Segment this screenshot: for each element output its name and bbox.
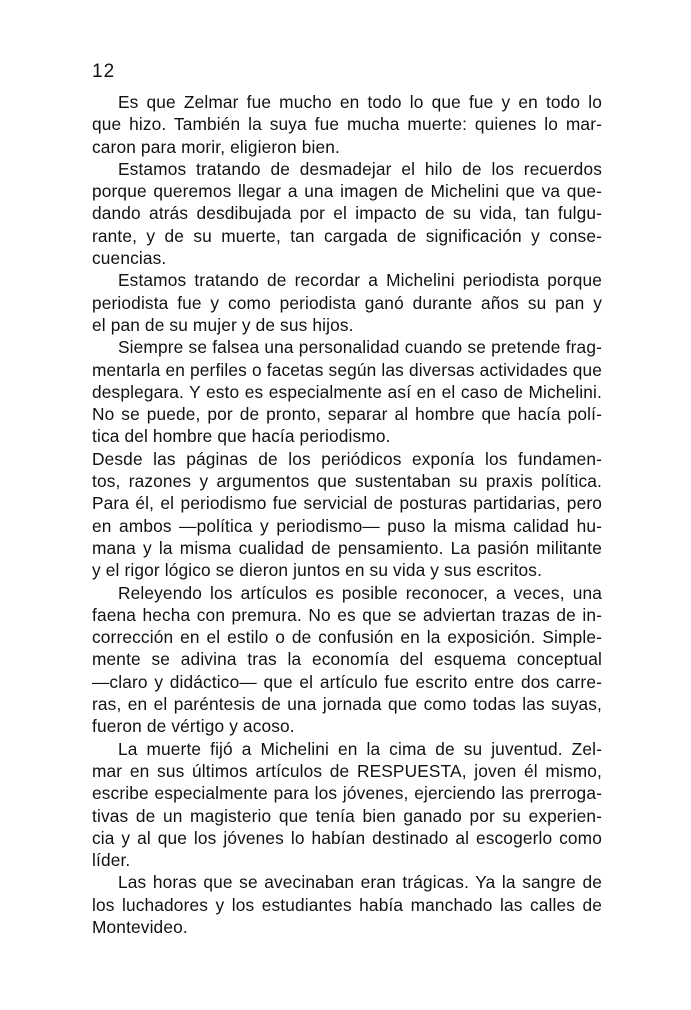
text-line: rante, y de su muerte, tan cargada de significación y conse-: [92, 225, 602, 246]
text-line: en ambos —política y periodismo— puso la misma calidad hu-: [92, 515, 602, 536]
text-line: Siempre se falsea una personalidad cuando se pretende frag-: [118, 337, 602, 358]
text-line: Desde las páginas de los periódicos exponía los fundamen-: [92, 448, 602, 469]
text-line: dando atrás desdibujada por el impacto de su vida, tan fulgu-: [92, 203, 602, 224]
text-line: Es que Zelmar fue mucho en todo lo que fue y en todo lo: [118, 92, 602, 112]
text-line: fueron de vértigo y acoso.: [92, 716, 295, 737]
text-line: tivas de un magisterio que tenía bien ganado por su experien-: [92, 805, 602, 826]
paragraph: [92, 738, 602, 872]
text-line: porque queremos llegar a una imagen de Michelini que va que-: [92, 181, 602, 202]
text-line: faena hecha con premura. No es que se adviertan trazas de in-: [92, 604, 602, 625]
paragraph: [92, 871, 602, 938]
text-line: cuencias.: [92, 248, 167, 269]
text-line: que hizo. También la suya fue mucha muerte: quienes lo mar-: [92, 114, 602, 135]
text-line: líder.: [92, 850, 131, 871]
paragraph: [92, 91, 602, 158]
paragraph: [92, 158, 602, 269]
text-line: caron para morir, eligieron bien.: [92, 136, 340, 157]
text-line: tos, razones y argumentos que sustentaban su praxis política.: [92, 471, 602, 492]
text-line: desplegara. Y esto es especialmente así en el caso de Michelini.: [92, 381, 602, 402]
text-line: mente se adivina tras la economía del esquema conceptual: [92, 649, 602, 670]
paragraph: [92, 448, 602, 582]
text-line: Estamos tratando de desmadejar el hilo de los recuerdos: [118, 158, 602, 179]
paragraph: [92, 582, 602, 738]
text-line: Releyendo los artículos es posible reconocer, a veces, una: [118, 582, 602, 603]
text-line: corrección en el estilo o de confusión en la exposición. Simple-: [92, 627, 602, 648]
text-line: Para él, el periodismo fue servicial de posturas partidarias, pero: [92, 493, 602, 514]
text-line: tica del hombre que hacía periodismo.: [92, 426, 391, 447]
text-line: Montevideo.: [92, 916, 188, 937]
text-line: Estamos tratando de recordar a Michelini periodista porque: [118, 270, 602, 291]
text-line: cia y al que los jóvenes lo habían destinado al escogerlo como: [92, 827, 602, 848]
text-line: mana y la misma cualidad de pensamiento. La pasión militante: [92, 537, 602, 558]
text-line: escribe especialmente para los jóvenes, ejerciendo las prerroga-: [92, 783, 602, 804]
text-line: el pan de su mujer y de sus hijos.: [92, 314, 354, 335]
text-line: Las horas que se avecinaban eran trágicas. Ya la sangre de: [118, 872, 602, 893]
text-line: La muerte fijó a Michelini en la cima de su juventud. Zel-: [118, 738, 602, 759]
text-line: periodista fue y como periodista ganó durante años su pan y: [92, 292, 602, 313]
text-line: los luchadores y los estudiantes había manchado las calles de: [92, 894, 602, 915]
paragraph: [92, 336, 602, 447]
text-line: mentarla en perfiles o facetas según las diversas actividades que: [92, 359, 602, 380]
text-line: y el rigor lógico se dieron juntos en su vida y sus escritos.: [92, 560, 543, 581]
text-line: ras, en el paréntesis de una jornada que como todas las suyas,: [92, 694, 602, 715]
paragraph: [92, 269, 602, 336]
text-line: —claro y didáctico— que el artículo fue escrito entre dos carre-: [92, 671, 602, 692]
text-line: No se puede, por de pronto, separar al hombre que hacía polí-: [92, 404, 602, 425]
body-text: [92, 91, 602, 938]
text-line: mar en sus últimos artículos de RESPUESTA, joven él mismo,: [92, 760, 602, 781]
page-number: 12: [92, 61, 116, 82]
